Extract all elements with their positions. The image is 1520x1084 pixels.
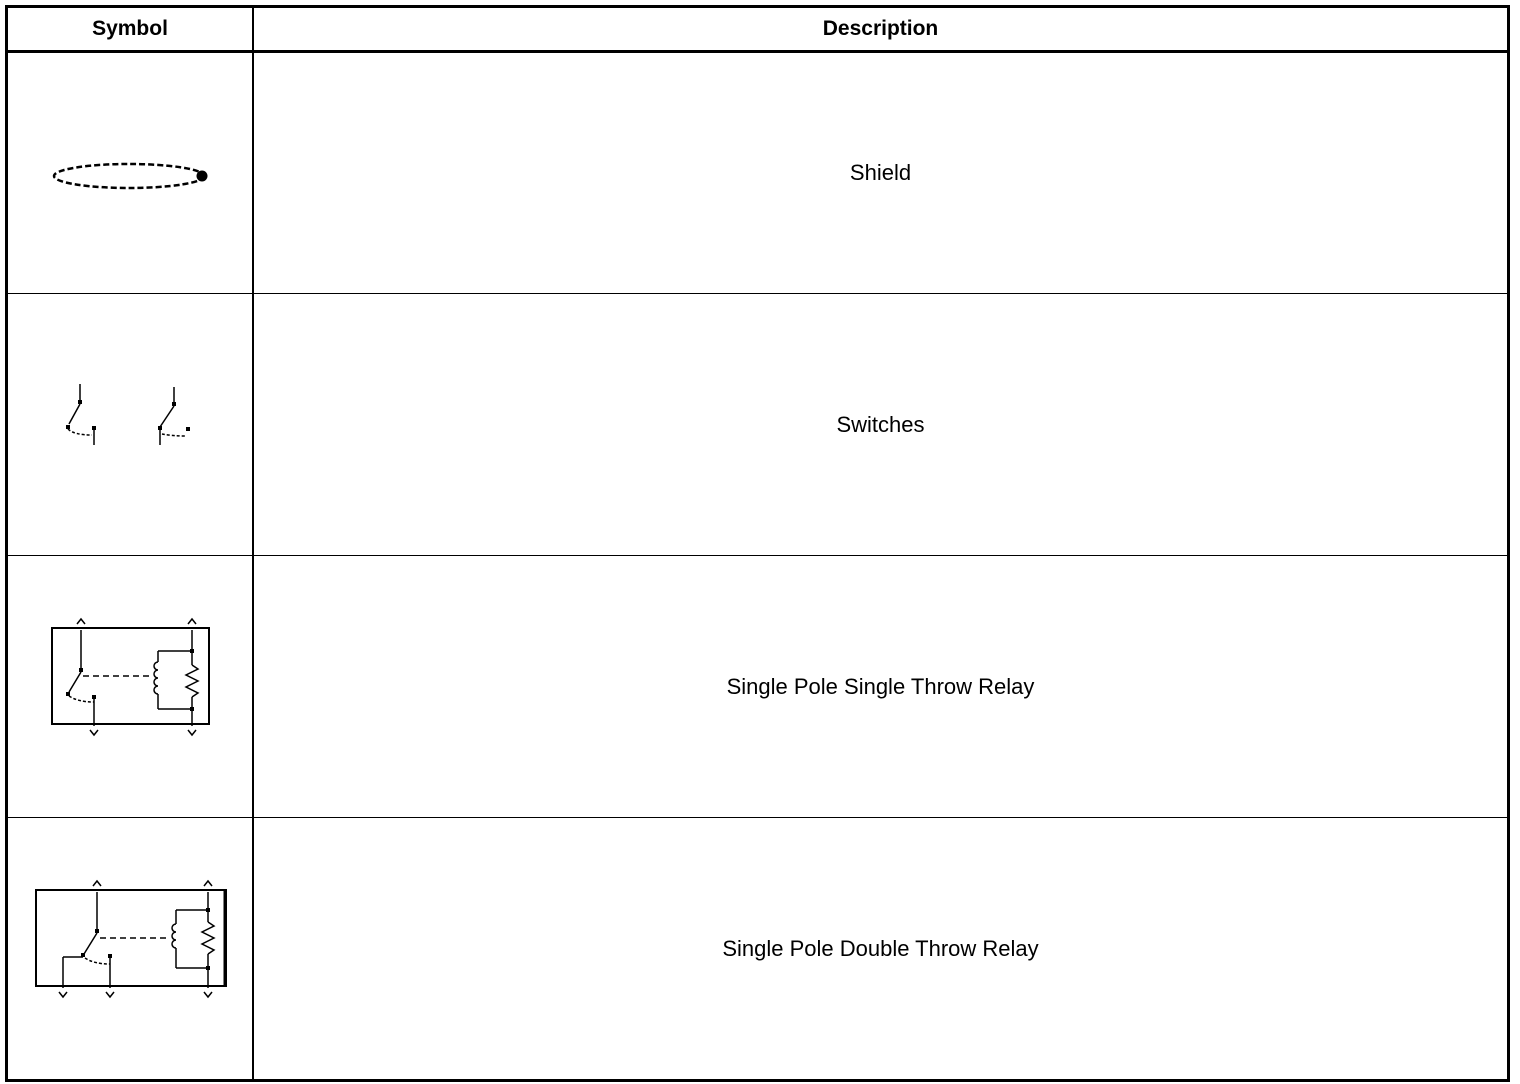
table-row-spdt-relay-symbol	[8, 818, 252, 1079]
table-row-switches-symbol	[8, 294, 252, 555]
table-row-shield-symbol	[8, 53, 252, 293]
table-row-spst-relay-symbol	[8, 556, 252, 817]
spdt-relay-icon	[8, 818, 252, 1079]
header-symbol: Symbol	[92, 17, 168, 40]
switches-icon	[8, 294, 252, 555]
table-row-spst-relay-description: Single Pole Single Throw Relay	[726, 673, 1035, 699]
table-row-shield-description: Shield	[849, 160, 912, 185]
header-description: Description	[822, 17, 939, 40]
table-row-switches-description: Switches	[836, 411, 925, 437]
spst-relay-icon	[8, 556, 252, 817]
table-row-spdt-relay-description: Single Pole Double Throw Relay	[722, 935, 1039, 961]
symbol-table	[5, 5, 1510, 1082]
shield-icon	[8, 53, 252, 293]
